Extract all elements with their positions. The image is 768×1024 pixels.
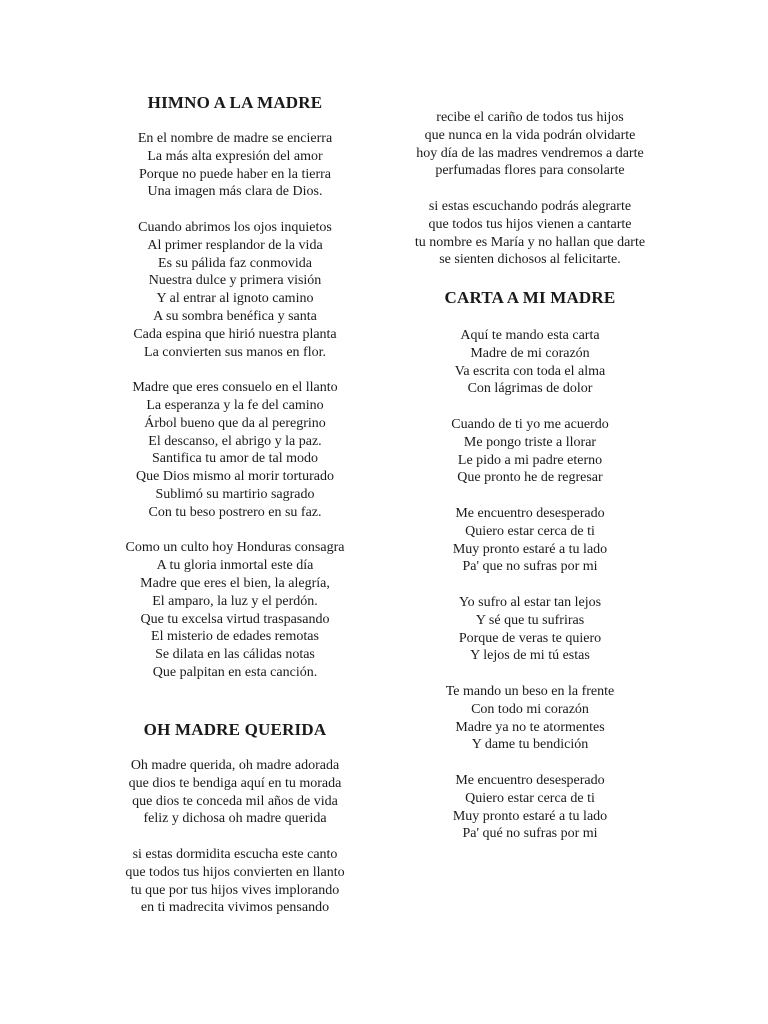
- poem-line: que dios te bendiga aquí en tu morada: [128, 775, 342, 791]
- poem-oh-madre-querida: [90, 720, 380, 740]
- stanza-gap: [385, 487, 675, 505]
- poem-line: Madre de mi corazón: [470, 345, 590, 361]
- stanza: [90, 130, 380, 201]
- stanza: [385, 327, 675, 398]
- poem-line: Que pronto he de regresar: [457, 470, 603, 486]
- poem-line: Porque de veras te quiero: [458, 630, 602, 646]
- stanza-gap: [385, 754, 675, 772]
- poem-line: La esperanza y la fe del camino: [146, 397, 324, 413]
- poem-line: En el nombre de madre se encierra: [137, 131, 333, 146]
- poem-line: Y al entrar al ignoto camino: [156, 291, 314, 307]
- poem-line: Con todo mi corazón: [471, 701, 589, 717]
- poem-line: Sublimó su martirio sagrado: [155, 486, 315, 502]
- poem-line: La convierten sus manos en flor.: [144, 344, 326, 360]
- stanza-gap: [385, 665, 675, 683]
- poem-line: Y dame tu bendición: [471, 737, 589, 753]
- poem-line: Pa' qué no sufras por mi: [462, 826, 598, 842]
- poem-line: Es su pálida faz conmovida: [158, 255, 312, 271]
- poem-line: que todos tus hijos vienen a cantarte: [428, 216, 632, 232]
- poem-title: HIMNO A LA MADRE: [147, 93, 323, 112]
- stanza-gap: [385, 398, 675, 416]
- stanza: [90, 757, 380, 828]
- poem-line: Al primer resplandor de la vida: [147, 237, 323, 253]
- poem-line: Con tu beso postrero en su faz.: [148, 504, 322, 520]
- stanza-gap: [90, 828, 380, 846]
- poem-line: tu nombre es María y no hallan que darte: [414, 234, 646, 250]
- poem-line: Oh madre querida, oh madre adorada: [130, 758, 340, 773]
- stanza: [385, 109, 675, 180]
- poem-line: Muy pronto estaré a tu lado: [452, 808, 608, 824]
- stanza-gap: [385, 576, 675, 594]
- poem-line: en ti madrecita vivimos pensando: [140, 900, 330, 916]
- poem-line: Quiero estar cerca de ti: [465, 790, 595, 806]
- poem-line: Cuando abrimos los ojos inquietos: [138, 219, 332, 235]
- poem-line: Cada espina que hirió nuestra planta: [133, 326, 337, 342]
- poem-title: CARTA A MI MADRE: [444, 288, 616, 307]
- poem-line: Yo sufro al estar tan lejos: [458, 594, 602, 610]
- poem-line: feliz y dichosa oh madre querida: [143, 811, 327, 827]
- poem-oh-madre-body: [90, 757, 380, 917]
- poem-line: tu que por tus hijos vives implorando: [130, 882, 340, 898]
- poem-line: Y lejos de mi tú estas: [470, 648, 590, 664]
- stanza: [385, 772, 675, 843]
- poem-line: Y sé que tu sufriras: [475, 612, 585, 628]
- poem-oh-madre-continuation: [385, 109, 675, 269]
- poem-line: Santifica tu amor de tal modo: [151, 451, 318, 467]
- stanza: [90, 379, 380, 521]
- poem-line: si estas escuchando podrás alegrarte: [428, 198, 632, 214]
- poem-line: Madre que eres consuelo en el llanto: [132, 380, 338, 396]
- poem-line: Quiero estar cerca de ti: [465, 523, 595, 539]
- poem-line: hoy día de las madres vendremos a darte: [416, 145, 644, 161]
- poem-line: Porque no puede haber en la tierra: [138, 166, 332, 182]
- poem-line: Que tu excelsa virtud traspasando: [140, 611, 330, 627]
- poem-line: Que Dios mismo al morir torturado: [136, 469, 334, 485]
- stanza: [385, 416, 675, 487]
- poem-line: Madre que eres el bien, la alegría,: [140, 575, 330, 591]
- stanza: [385, 594, 675, 665]
- poem-line: Una imagen más clara de Dios.: [147, 184, 323, 200]
- poem-line: Pa' que no sufras por mi: [462, 559, 598, 575]
- poem-line: El misterio de edades remotas: [151, 629, 319, 645]
- poem-line: que dios te conceda mil años de vida: [132, 793, 338, 809]
- poem-line: Muy pronto estaré a tu lado: [452, 541, 608, 557]
- poem-line: Nuestra dulce y primera visión: [148, 273, 322, 289]
- poem-line: Que palpitan en esta canción.: [152, 664, 318, 680]
- poem-line: Te mando un beso en la frente: [445, 683, 615, 699]
- poem-himno-body: [90, 130, 380, 682]
- poem-line: Como un culto hoy Honduras consagra: [125, 540, 345, 556]
- poem-carta-body: [385, 327, 675, 843]
- stanza: [90, 539, 380, 681]
- poem-line: El amparo, la luz y el perdón.: [152, 593, 318, 609]
- poem-line: Madre ya no te atormentes: [455, 719, 605, 735]
- poem-line: A tu gloria inmortal este día: [156, 558, 314, 574]
- poem-title: OH MADRE QUERIDA: [143, 720, 327, 739]
- poem-line: El descanso, el abrigo y la paz.: [148, 433, 322, 449]
- poem-line: que nunca en la vida podrán olvidarte: [424, 127, 636, 143]
- poem-line: Con lágrimas de dolor: [467, 381, 593, 397]
- stanza: [90, 846, 380, 917]
- stanza: [385, 683, 675, 754]
- poem-line: Aquí te mando esta carta: [460, 328, 600, 343]
- poem-line: A su sombra benéfica y santa: [153, 308, 317, 324]
- poem-line: se sienten dichosos al felicitarte.: [439, 252, 621, 268]
- stanza-gap: [90, 361, 380, 379]
- poem-line: Cuando de ti yo me acuerdo: [451, 416, 609, 432]
- poem-line: si estas dormidita escucha este canto: [132, 846, 338, 862]
- poem-line: perfumadas flores para consolarte: [435, 163, 625, 179]
- stanza: [385, 505, 675, 576]
- stanza-gap: [90, 522, 380, 540]
- poem-line: Va escrita con toda el alma: [454, 363, 606, 379]
- stanza: [385, 198, 675, 269]
- stanza: [90, 219, 380, 361]
- poem-line: Le pido a mi padre eterno: [457, 452, 603, 468]
- poem-line: Me encuentro desesperado: [455, 505, 605, 521]
- poem-line: La más alta expresión del amor: [147, 148, 323, 164]
- poem-line: Me pongo triste a llorar: [463, 434, 597, 450]
- poem-line: Árbol bueno que da al peregrino: [144, 415, 326, 431]
- poem-line: Me encuentro desesperado: [455, 772, 605, 788]
- poem-line: recibe el cariño de todos tus hijos: [436, 110, 624, 125]
- stanza-gap: [90, 201, 380, 219]
- poem-himno-a-la-madre: [90, 93, 380, 113]
- stanza-gap: [385, 180, 675, 198]
- poem-line: que todos tus hijos convierten en llanto: [125, 864, 345, 880]
- poem-line: Se dilata en las cálidas notas: [155, 647, 315, 663]
- poem-carta-a-mi-madre: [385, 288, 675, 308]
